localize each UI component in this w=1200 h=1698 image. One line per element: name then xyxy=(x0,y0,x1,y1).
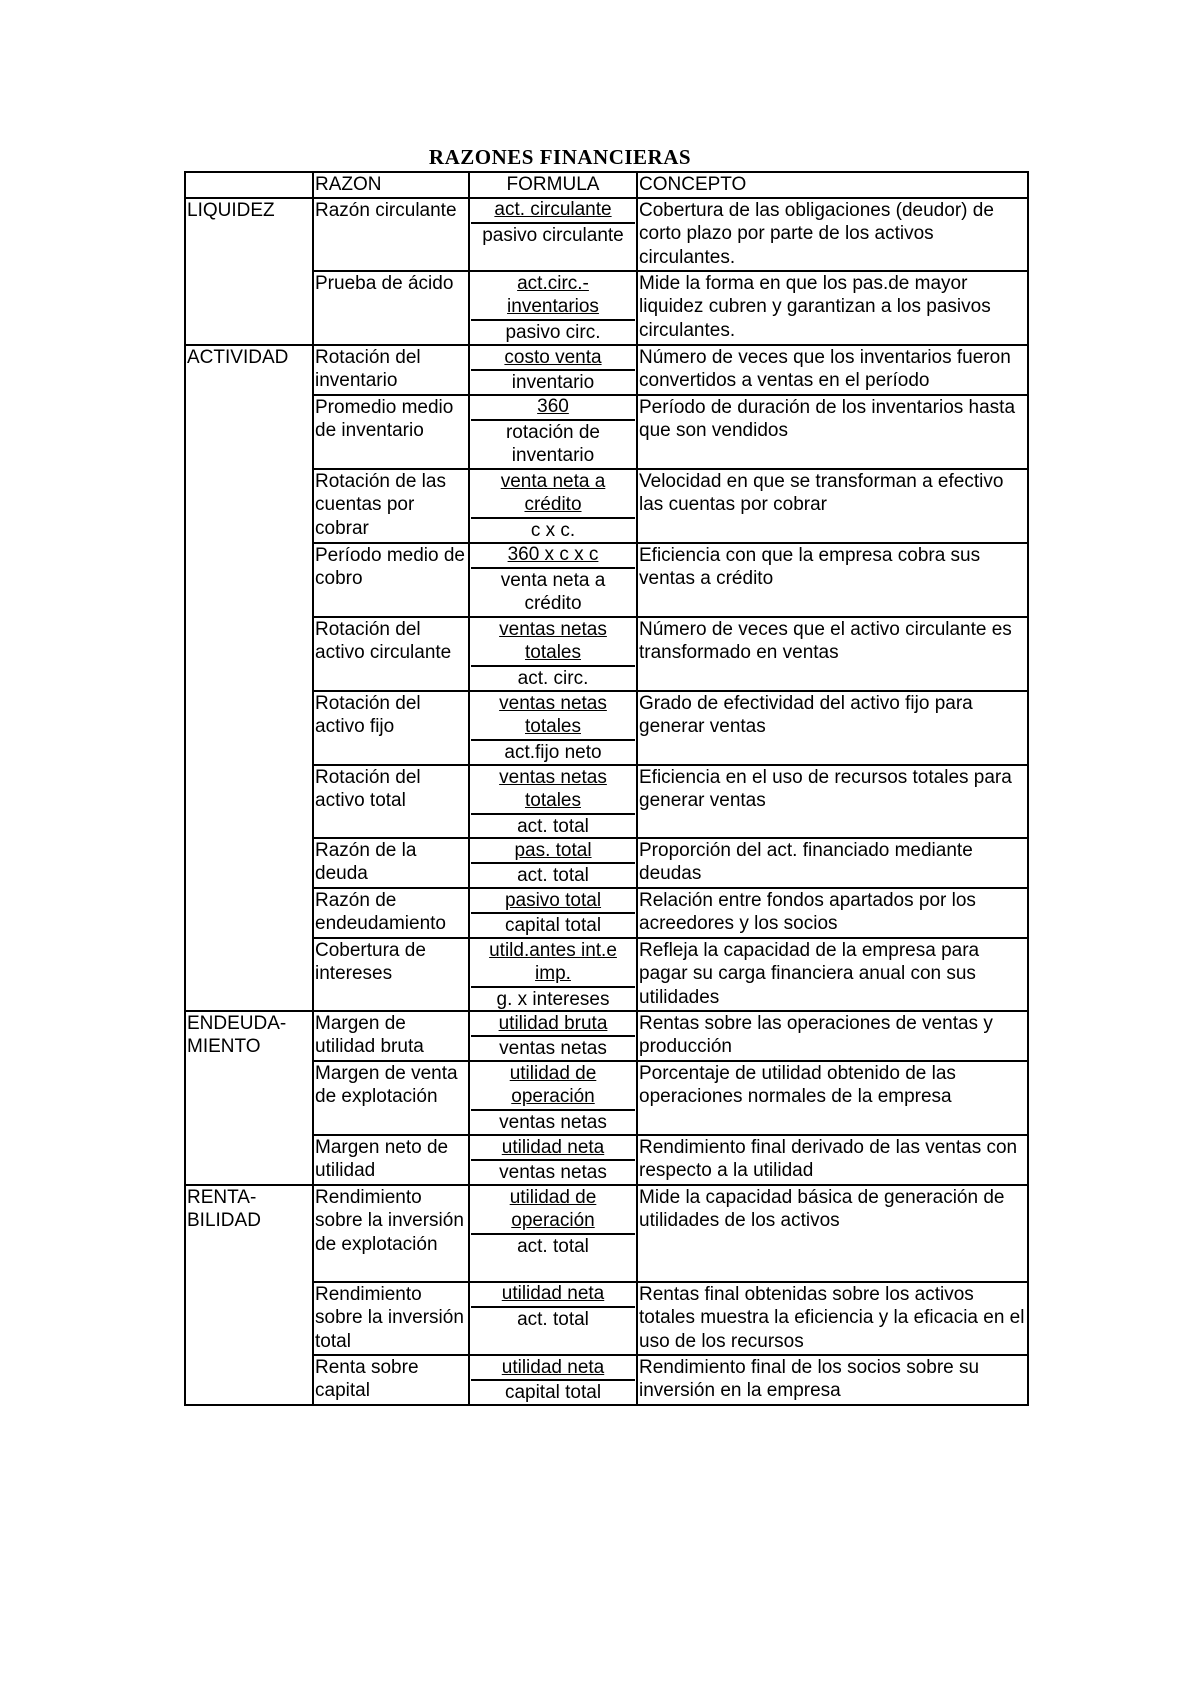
header-row xyxy=(185,172,1028,198)
razon-name: Razón de la deuda xyxy=(313,838,469,888)
formula-denominator: inventario xyxy=(511,372,595,393)
formula-cell xyxy=(469,617,637,691)
formula-numerator: ventas netas totales xyxy=(471,692,635,741)
formula-denominator: pasivo circulante xyxy=(482,224,624,246)
formula-numerator: utilidad bruta xyxy=(471,1012,635,1038)
formula-cell xyxy=(469,888,637,938)
formula-denominator: ventas netas xyxy=(499,1038,607,1059)
formula-numerator: utilidad neta xyxy=(471,1283,635,1308)
formula-denominator: act.fijo neto xyxy=(504,741,602,763)
concept-text: Grado de efectividad del activo fijo para generar ventas xyxy=(637,691,1028,765)
table-row xyxy=(185,198,1028,271)
category-endeudamiento: ENDEUDA- MIENTO xyxy=(185,1011,313,1185)
formula-numerator: costo venta xyxy=(471,346,635,372)
concept-text: Número de veces que el activo circulante es transformado en ventas xyxy=(637,617,1028,691)
razon-name: Renta sobre capital xyxy=(313,1355,469,1405)
formula-numerator: act.circ.- inventarios xyxy=(471,272,635,321)
formula-numerator: venta neta a crédito xyxy=(471,470,635,519)
formula-cell xyxy=(469,543,637,617)
formula-cell xyxy=(469,938,637,1011)
formula-numerator: pas. total xyxy=(471,839,635,865)
concept-text: Rendimiento final derivado de las ventas con respecto a la utilidad xyxy=(637,1135,1028,1185)
formula-numerator: ventas netas totales xyxy=(471,766,635,815)
razon-name: Rotación del activo circulante xyxy=(313,617,469,691)
table-row xyxy=(185,345,1028,395)
formula-numerator: utilidad de operación xyxy=(471,1186,635,1235)
concept-text: Porcentaje de utilidad obtenido de las operaciones normales de la empresa xyxy=(637,1061,1028,1135)
formula-cell xyxy=(469,395,637,469)
formula-denominator: act. circ. xyxy=(517,667,589,689)
formula-denominator: act. total xyxy=(517,1235,589,1257)
razon-name: Rendimiento sobre la inversión total xyxy=(313,1282,469,1355)
concept-text: Relación entre fondos apartados por los acreedores y los socios xyxy=(637,888,1028,938)
category-actividad: ACTIVIDAD xyxy=(185,345,313,1011)
formula-numerator: 360 x c x c xyxy=(471,544,635,569)
formula-numerator: 360 xyxy=(471,396,635,421)
table-row xyxy=(185,1011,1028,1061)
formula-cell xyxy=(469,1355,637,1405)
formula-denominator: g. x intereses xyxy=(496,988,610,1010)
formula-cell xyxy=(469,1185,637,1282)
concept-text: Rentas sobre las operaciones de ventas y producción xyxy=(637,1011,1028,1061)
formula-cell xyxy=(469,1011,637,1061)
concept-text: Período de duración de los inventarios hasta que son vendidos xyxy=(637,395,1028,469)
razon-name: Cobertura de intereses xyxy=(313,938,469,1011)
concept-text: Velocidad en que se transforman a efectivo las cuentas por cobrar xyxy=(637,469,1028,543)
formula-denominator: ventas netas xyxy=(499,1162,607,1183)
razon-name: Rotación de las cuentas por cobrar xyxy=(313,469,469,543)
razon-name: Margen neto de utilidad xyxy=(313,1135,469,1185)
header-category xyxy=(185,172,313,198)
formula-denominator: act. total xyxy=(517,865,589,886)
formula-numerator: utilidad neta xyxy=(471,1136,635,1162)
formula-cell xyxy=(469,1282,637,1355)
formula-cell xyxy=(469,765,637,838)
concept-text: Mide la capacidad básica de generación de utilidades de los activos xyxy=(637,1185,1028,1282)
razon-name: Rotación del inventario xyxy=(313,345,469,395)
formula-cell xyxy=(469,469,637,543)
concept-text: Eficiencia en el uso de recursos totales para generar ventas xyxy=(637,765,1028,838)
header-razon: RAZON xyxy=(313,172,469,198)
formula-cell xyxy=(469,691,637,765)
formula-denominator: act. total xyxy=(517,1308,589,1330)
table-row xyxy=(185,1185,1028,1282)
razon-name: Margen de venta de explotación xyxy=(313,1061,469,1135)
formula-denominator: capital total xyxy=(504,915,602,936)
razon-name: Rotación del activo total xyxy=(313,765,469,838)
formula-denominator: venta neta a crédito xyxy=(500,569,606,614)
razon-name: Razón de endeudamiento xyxy=(313,888,469,938)
formula-denominator: c x c. xyxy=(530,519,576,541)
formula-numerator: utilidad neta xyxy=(471,1356,635,1382)
formula-numerator: utild.antes int.e imp. xyxy=(471,939,635,988)
razon-name: Rendimiento sobre la inversión de explotación xyxy=(313,1185,469,1282)
category-liquidez: LIQUIDEZ xyxy=(185,198,313,345)
formula-numerator: ventas netas totales xyxy=(471,618,635,667)
razon-name: Período medio de cobro xyxy=(313,543,469,617)
formula-numerator: pasivo total xyxy=(471,889,635,915)
formula-cell xyxy=(469,271,637,345)
concept-text: Rentas final obtenidas sobre los activos totales muestra la eficiencia y la eficacia en el uso de los recursos xyxy=(637,1282,1028,1355)
formula-numerator: utilidad de operación xyxy=(471,1062,635,1111)
formula-denominator: act. total xyxy=(517,815,589,837)
concept-text: Cobertura de las obligaciones (deudor) de corto plazo por parte de los activos circulantes. xyxy=(637,198,1028,271)
razon-name: Rotación del activo fijo xyxy=(313,691,469,765)
formula-denominator: pasivo circ. xyxy=(505,321,601,343)
formula-denominator: rotación de inventario xyxy=(505,421,600,466)
formula-cell xyxy=(469,838,637,888)
razon-name: Margen de utilidad bruta xyxy=(313,1011,469,1061)
razon-name: Prueba de ácido xyxy=(313,271,469,345)
razon-name: Promedio medio de inventario xyxy=(313,395,469,469)
formula-denominator: ventas netas xyxy=(499,1111,607,1133)
concept-text: Rendimiento final de los socios sobre su inversión en la empresa xyxy=(637,1355,1028,1405)
formula-numerator: act. circulante xyxy=(471,199,635,224)
formula-cell xyxy=(469,1061,637,1135)
concept-text: Número de veces que los inventarios fueron convertidos a ventas en el período xyxy=(637,345,1028,395)
formula-cell xyxy=(469,1135,637,1185)
header-formula: FORMULA xyxy=(469,172,637,198)
razon-name: Razón circulante xyxy=(313,198,469,271)
page-title: RAZONES FINANCIERAS xyxy=(428,145,692,169)
category-rentabilidad: RENTA- BILIDAD xyxy=(185,1185,313,1405)
formula-denominator: capital total xyxy=(504,1382,602,1403)
header-concepto: CONCEPTO xyxy=(637,172,1028,198)
concept-text: Mide la forma en que los pas.de mayor liquidez cubren y garantizan a los pasivos circulantes. xyxy=(637,271,1028,345)
formula-cell xyxy=(469,345,637,395)
concept-text: Refleja la capacidad de la empresa para pagar su carga financiera anual con sus utilidades xyxy=(637,938,1028,1011)
ratios-table xyxy=(184,171,1029,1406)
formula-cell xyxy=(469,198,637,271)
concept-text: Proporción del act. financiado mediante deudas xyxy=(637,838,1028,888)
concept-text: Eficiencia con que la empresa cobra sus ventas a crédito xyxy=(637,543,1028,617)
